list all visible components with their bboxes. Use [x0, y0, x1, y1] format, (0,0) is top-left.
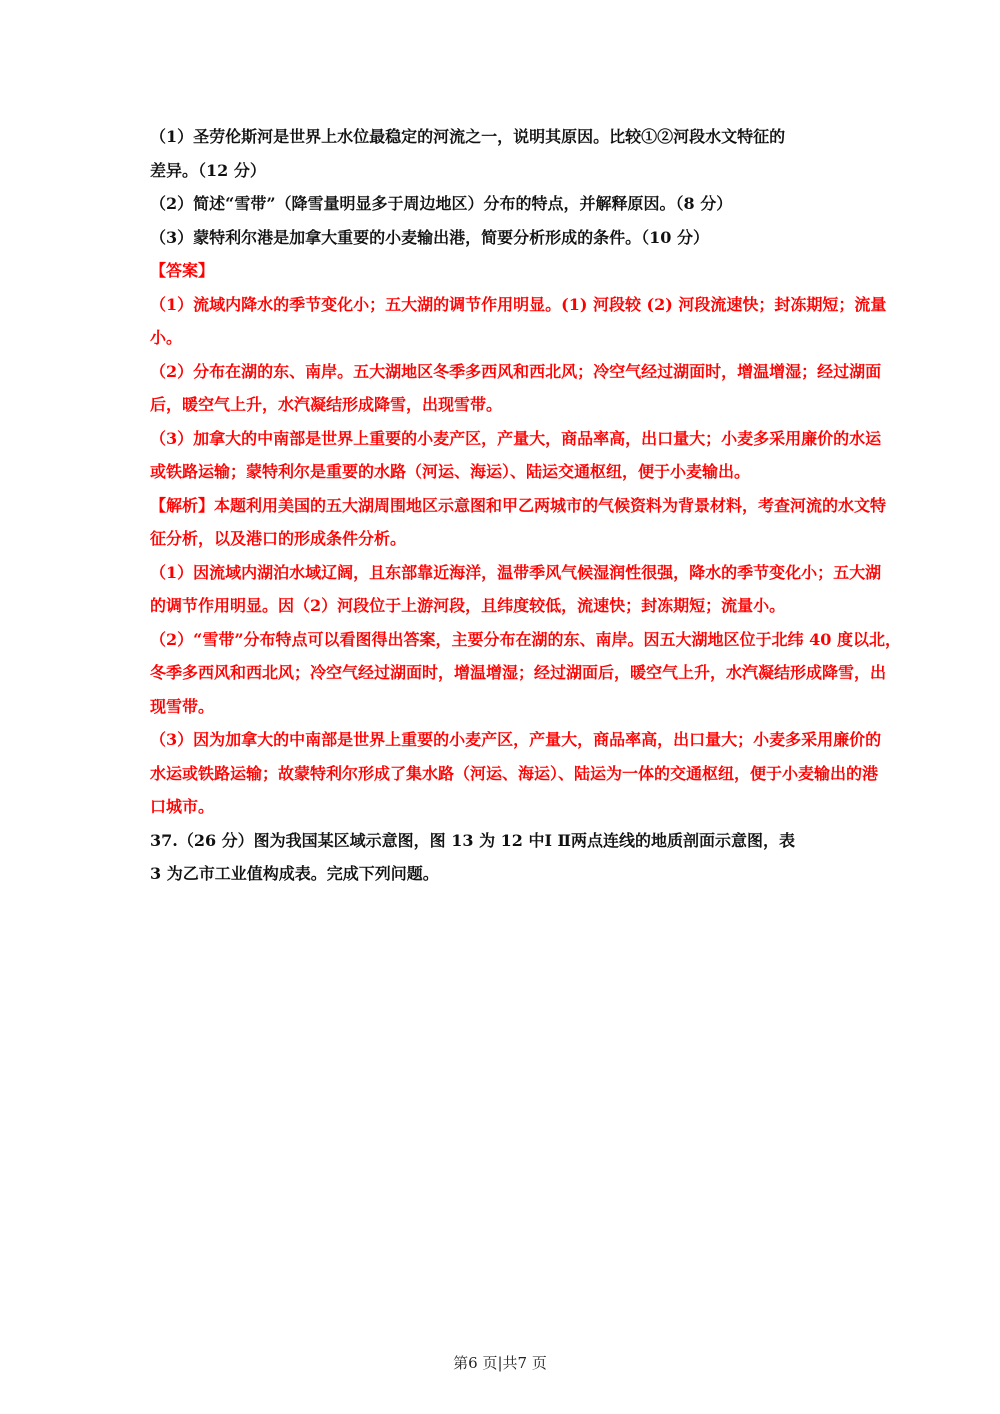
analysis-line-1: 【解析】本题利用美国的五大湖周围地区示意图和甲乙两城市的气候资料为背景材料，考查河流的水文特	[150, 495, 887, 515]
question-3: （3）蒙特利尔港是加拿大重要的小麦输出港，简要分析形成的条件。（10 分）	[150, 227, 709, 247]
page-footer: 第6 页|共7 页	[453, 1354, 547, 1372]
question-1-line-1: （1）圣劳伦斯河是世界上水位最稳定的河流之一，说明其原因。比较①②河段水文特征的	[150, 127, 786, 146]
question-1-line-2: 差异。（12 分）	[150, 160, 266, 180]
analysis-line-2: 征分析，以及港口的形成条件分析。	[150, 529, 407, 548]
answer-3-line-2: 或铁路运输；蒙特利尔是重要的水路（河运、海运）、陆运交通枢纽，便于小麦输出。	[150, 462, 751, 481]
answer-1-line-1: （1）流域内降水的季节变化小；五大湖的调节作用明显。(1) 河段较 (2) 河段流速快；封冻期短；流量	[150, 294, 887, 314]
answer-2-line-2: 后，暖空气上升，水汽凝结形成降雪，出现雪带。	[150, 395, 503, 414]
analysis-line-9: 水运或铁路运输；故蒙特利尔形成了集水路（河运、海运）、陆运为一体的交通枢纽，便于小麦输出的港	[150, 763, 879, 783]
answer-3-line-1: （3）加拿大的中南部是世界上重要的小麦产区，产量大，商品率高，出口量大；小麦多采用廉价的水运	[150, 428, 882, 448]
analysis-line-10: 口城市。	[150, 797, 215, 816]
answer-2-line-1: （2）分布在湖的东、南岸。五大湖地区冬季多西风和西北风；冷空气经过湖面时，增温增湿；经过湖面	[150, 361, 882, 381]
analysis-line-6: 冬季多西风和西北风；冷空气经过湖面时，增温增湿；经过湖面后，暖空气上升，水汽凝结形成降雪，出	[150, 663, 887, 682]
analysis-line-8: （3）因为加拿大的中南部是世界上重要的小麦产区，产量大，商品率高，出口量大；小麦多采用廉价的	[150, 730, 882, 749]
question-37-line-1: 37.（26 分）图为我国某区域示意图，图 13 为 12 中Ⅰ Ⅱ两点连线的地质剖面示意图，表	[150, 830, 796, 850]
page-content	[150, 120, 958, 891]
question-37-line-2: 3 为乙市工业值构成表。完成下列问题。	[150, 864, 439, 883]
answer-1-line-2: 小。	[150, 328, 183, 347]
analysis-line-3: （1）因流域内湖泊水域辽阔，且东部靠近海洋，温带季风气候湿润性很强，降水的季节变化小；五大湖	[150, 562, 882, 582]
question-2: （2）简述“雪带”（降雪量明显多于周边地区）分布的特点，并解释原因。（8 分）	[150, 194, 733, 213]
analysis-line-4: 的调节作用明显。因（2）河段位于上游河段，且纬度较低，流速快；封冻期短；流量小。	[150, 596, 786, 615]
analysis-line-7: 现雪带。	[150, 696, 215, 716]
analysis-line-5: （2）“雪带”分布特点可以看图得出答案，主要分布在湖的东、南岸。因五大湖地区位于北纬 40 度以北，	[150, 629, 901, 649]
answer-heading: 【答案】	[150, 261, 215, 280]
